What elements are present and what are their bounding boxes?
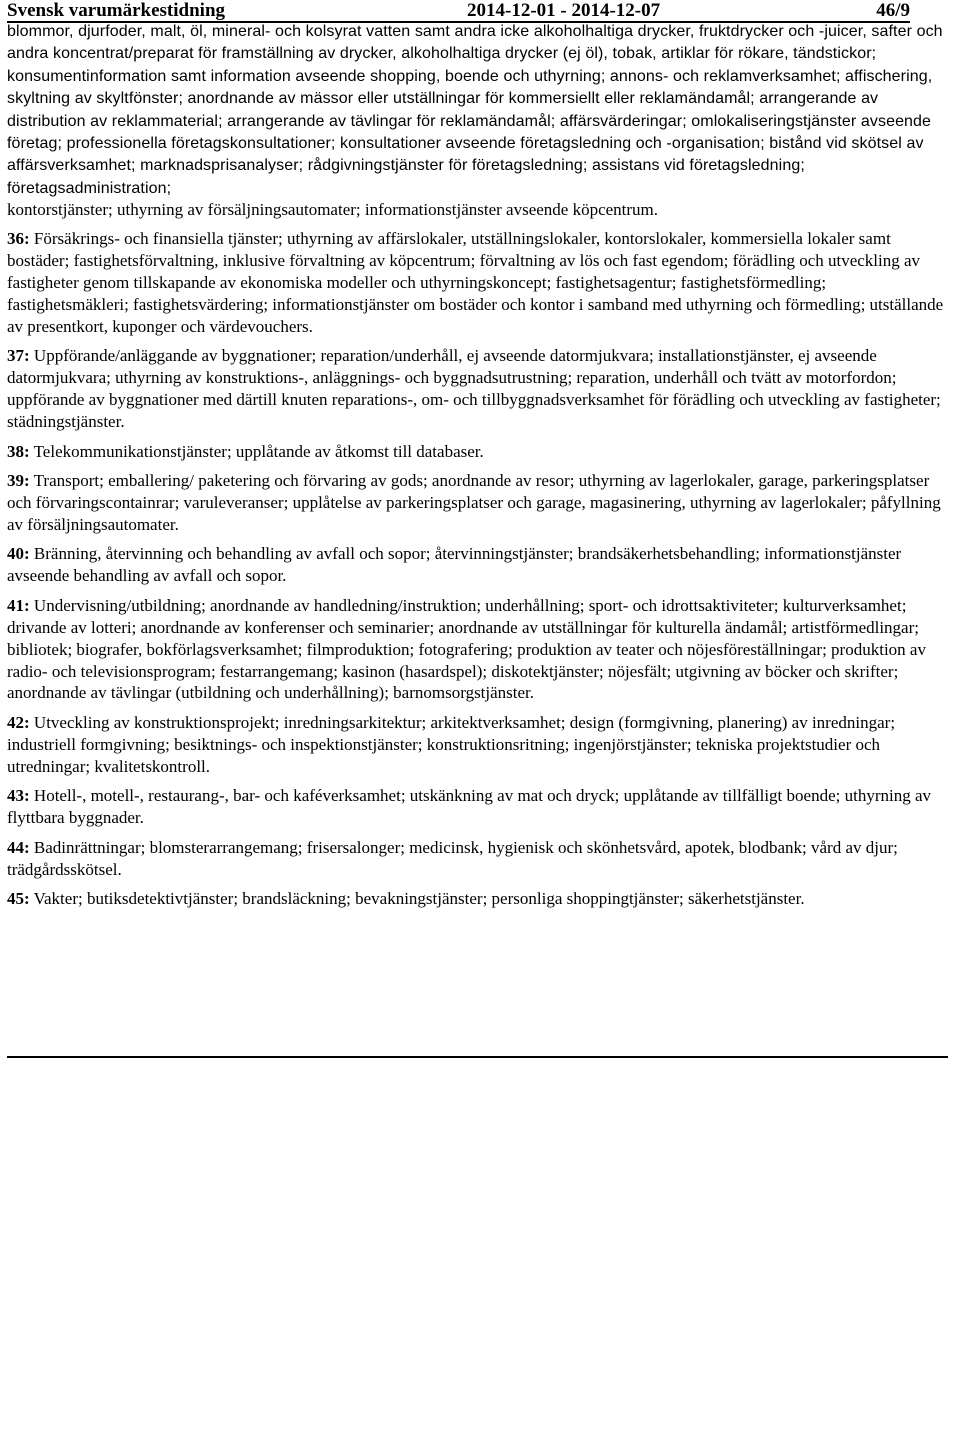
class-37-entry bbox=[7, 345, 952, 433]
class-description: Vakter; butiksdetektivtjänster; brandsläckning; bevakningstjänster; personliga shoppingtjänster; säkerhetstjänster. bbox=[29, 889, 805, 909]
class-number: 42: bbox=[7, 712, 30, 732]
page-number: 46/9 bbox=[876, 0, 910, 21]
document-body bbox=[7, 20, 952, 910]
class-number: 38: bbox=[7, 441, 30, 461]
class-number: 43: bbox=[7, 786, 30, 806]
continued-paragraph bbox=[7, 20, 952, 221]
class-description: Bränning, återvinning och behandling av avfall och sopor; återvinningstjänster; brandsäkerhetsbehandling; informationstjänster avseende behandling av avfall och sopor. bbox=[7, 544, 902, 586]
publication-title: Svensk varumärkestidning bbox=[7, 0, 226, 21]
class-number: 41: bbox=[7, 595, 30, 615]
class-36-entry bbox=[7, 228, 952, 338]
class-40-entry bbox=[7, 543, 952, 587]
class-45-entry bbox=[7, 888, 952, 910]
class-39-entry bbox=[7, 470, 952, 536]
class-description: Transport; emballering/ paketering och förvaring av gods; anordnande av resor; uthyrning av lagerlokaler, garage, parkeringsplatser och förvaringscontainrar; varuleveranser; upplåtelse av parkeringsplatser och garage, magasinering, uthyrning av lagerlokaler; påfyllning av försäljningsautomater. bbox=[7, 471, 941, 534]
class-42-entry bbox=[7, 712, 952, 778]
class-number: 40: bbox=[7, 544, 30, 564]
continued-text-serif: kontorstjänster; uthyrning av försäljningsautomater; informationstjänster avseende köpcentrum. bbox=[7, 200, 659, 220]
class-41-entry bbox=[7, 595, 952, 705]
class-description: Badinrättningar; blomsterarrangemang; frisersalonger; medicinsk, hygienisk och skönhetsvård, apotek, blodbank; vård av djur; trädgårdsskötsel. bbox=[7, 837, 898, 879]
class-38-entry bbox=[7, 441, 952, 463]
class-number: 37: bbox=[7, 346, 30, 366]
class-number: 44: bbox=[7, 837, 30, 857]
class-description: Hotell-, motell-, restaurang-, bar- och kaféverksamhet; utskänkning av mat och dryck; upplåtande av tillfälligt boende; uthyrning av flyttbara byggnader. bbox=[7, 786, 931, 828]
class-44-entry bbox=[7, 837, 952, 881]
class-number: 45: bbox=[7, 889, 30, 909]
class-description: Försäkrings- och finansiella tjänster; uthyrning av affärslokaler, utställningslokaler, kontorslokaler, kommersiella lokaler samt bostäder; fastighetsförvaltning, inklusive förvaltning av köpcentrum; förvaltning av lös och fast egendom; förädling och utveckling av fastigheter genom tillskapande av ekonomiska modeller och uthyrningskoncept; fastighetsagentur; fastighetsförmedling; fastighetsmäkleri; fastighetsvärdering; informationstjänster om bostäder och kontor i samband med uthyrning och förmedling; utställande av presentkort, kuponger och värdevouchers. bbox=[7, 229, 944, 336]
class-description: Uppförande/anläggande av byggnationer; reparation/underhåll, ej avseende datormjukvara; installationstjänster, ej avseende datormjukvara; uthyrning av konstruktions-, anläggnings- och byggnadsutrustning; reparation, underhåll och tvätt av motorfordon; uppförande av byggnationer med därtill knuten reparations-, om- och tillbyggnadsverksamhet för förädling och utveckling av fastigheter; städningstjänster. bbox=[7, 346, 941, 432]
class-number: 36: bbox=[7, 229, 30, 249]
class-description: Undervisning/utbildning; anordnande av handledning/instruktion; underhållning; sport- och idrottsaktiviteter; kulturverksamhet; drivande av lotteri; anordnande av konferenser och seminarier; anordnande av utställningar för kulturella ändamål; artistförmedlingar; bibliotek; biografer, bokförlagsverksamhet; filmproduktion; fotografering; produktion av teater och nöjesföreställningar; produktion av radio- och televisionsprogram; festarrangemang; kasinon (hasardspel); diskotektjänster; nöjesfält; utgivning av böcker och skrifter; anordnande av tävlingar (utbildning och underhållning); barnomsorgstjänster. bbox=[7, 595, 926, 703]
class-number: 39: bbox=[7, 471, 30, 491]
class-43-entry bbox=[7, 785, 952, 829]
class-description: Utveckling av konstruktionsprojekt; inredningsarkitektur; arkitektverksamhet; design (formgivning, planering) av inredningar; industriell formgivning; besiktnings- och inspektionstjänster; konstruktionsritning; ingenjörstjänster; tekniska projektstudier och utredningar; kvalitetskontroll. bbox=[7, 712, 896, 776]
continued-text-sans: blommor, djurfoder, malt, öl, mineral- och kolsyrat vatten samt andra icke alkoholhaltiga drycker, fruktdrycker och -juicer, safter och andra koncentrat/preparat för framställning av drycker, alkoholhaltiga drycker (ej öl), tobak, artiklar för rökare, tändstickor; konsumentinformation samt information avseende shopping, boende och uthyrning; annons- och reklamverksamhet; affischering, skyltning av skyltfönster; anordnande av mässor eller utställningar för kommersiellt eller reklamändamål; arrangerande av distribution av reklammaterial; arrangerande av tävlingar för reklamändamål; affärsvärderingar; omlokaliseringstjänster avseende företag; professionella företagskonsultationer; konsultationer avseende företagsledning och -organisation; bistånd vid skötsel av affärsverksamhet; marknadsprisanalyser; rådgivningstjänster för företagsledning; assistans vid företagsledning; företagsadministration; bbox=[7, 23, 943, 197]
date-range: 2014-12-01 - 2014-12-07 bbox=[467, 0, 661, 21]
footer-divider bbox=[7, 1056, 948, 1058]
page-header bbox=[7, 0, 910, 22]
class-description: Telekommunikationstjänster; upplåtande av åtkomst till databaser. bbox=[29, 441, 484, 461]
